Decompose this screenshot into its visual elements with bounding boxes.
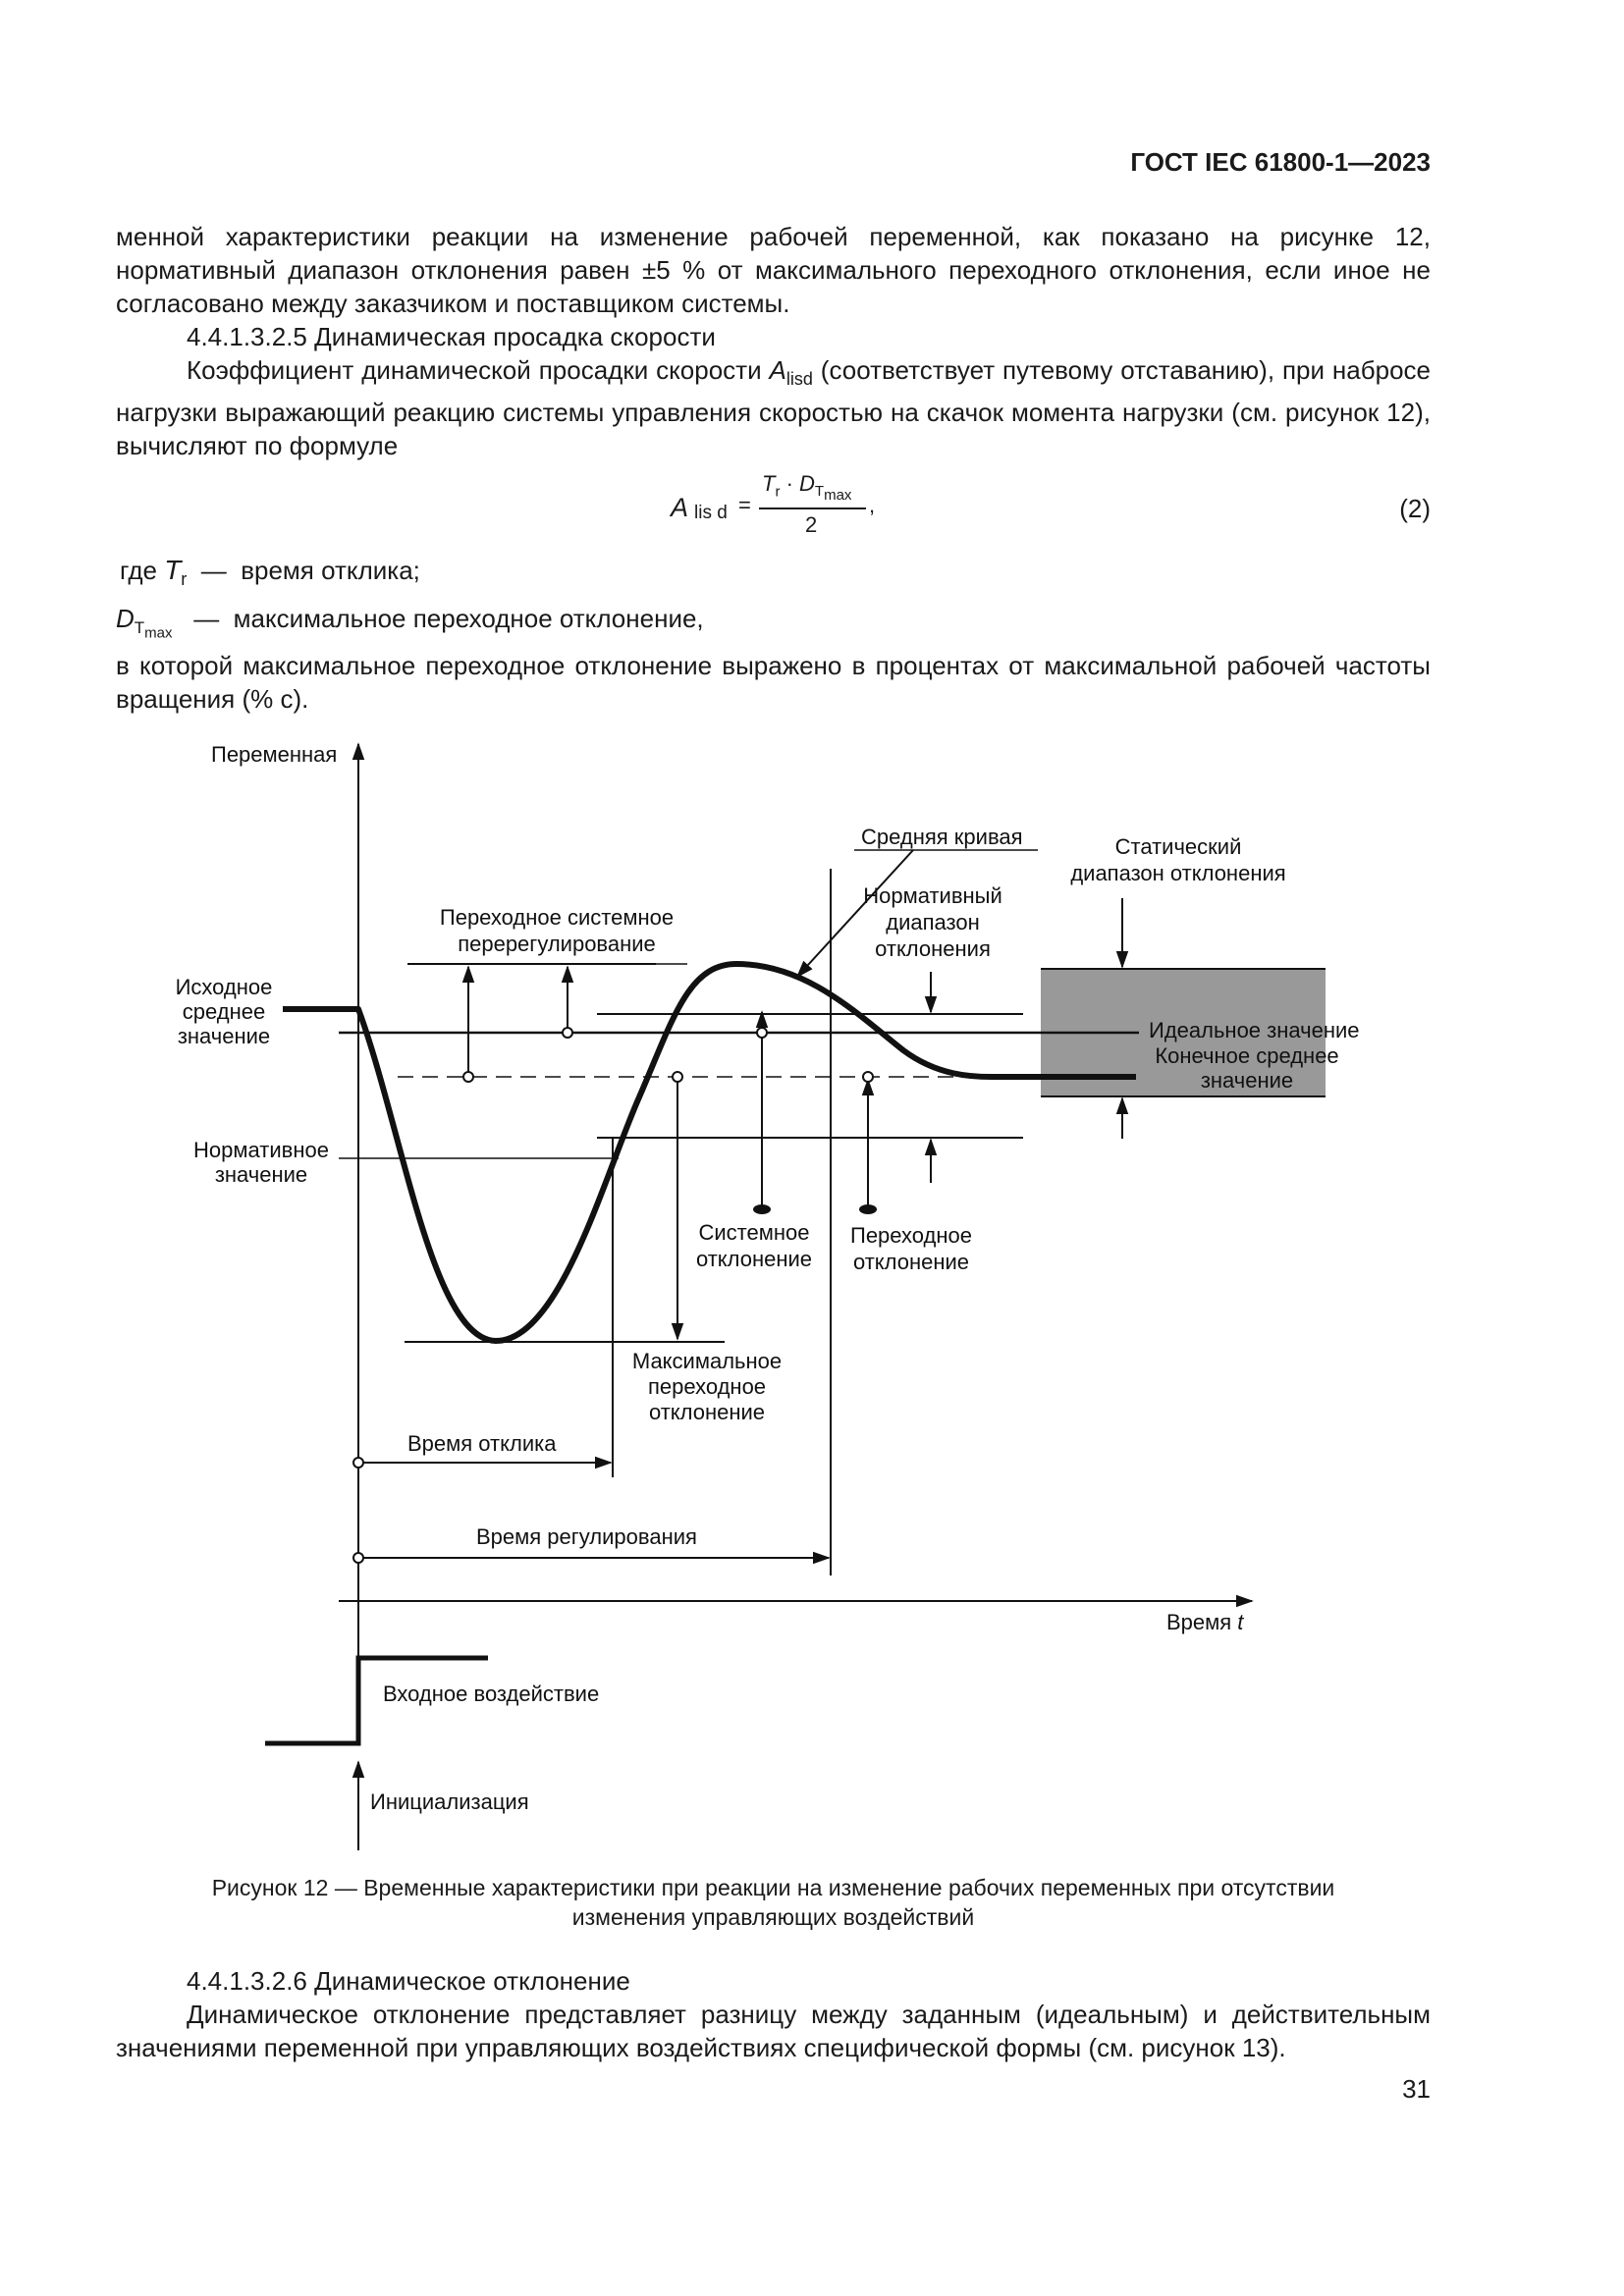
final-mean-label: Конечное среднее значение	[1155, 1043, 1339, 1093]
formula-2	[668, 473, 923, 542]
response-curve	[283, 964, 1136, 1341]
formula-numerator: $T_r \cdot D_{T_{max}}$	[762, 471, 852, 505]
marker-dot	[859, 1204, 877, 1214]
input-label: Входное воздействие	[383, 1682, 600, 1706]
section-heading-dynamic-speed-droop: 4.4.1.3.2.5 Динамическая просадка скорости	[187, 322, 716, 351]
document-header: ГОСТ IEC 61800-1—2023	[1130, 147, 1431, 177]
x-axis-label: Время t	[1166, 1610, 1244, 1634]
coef-symbol: A	[769, 355, 786, 385]
transient-dev-label: Переходное отклонение	[850, 1223, 972, 1274]
formula-equals: =	[738, 493, 751, 517]
figure-12-diagram	[157, 731, 1394, 1860]
settling-time-label: Время регулирования	[476, 1524, 697, 1549]
definition-tr: где $T_r$ — время отклика;	[120, 555, 420, 590]
page-number: 31	[1402, 2074, 1431, 2104]
formula-denominator: 2	[805, 512, 818, 537]
formula-lhs-sub: lis d	[694, 503, 728, 523]
coef-text-b: (соответствует путевому отставанию), при набросе нагрузки выражающий реакцию системы управления скоростью на скачок момента нагрузки (см. рисунок 12), вычисляют по формуле	[116, 355, 1432, 461]
marker-dot	[753, 1204, 771, 1214]
paragraph-intro: менной характеристики реакции на изменение рабочей переменной, как показано на рисунке 12, нормативный диапазон отклонения равен ±5 % от максимального переходного отклонения, если иное не согласовано между заказчиком и поставщиком системы.	[116, 222, 1431, 318]
ideal-value-label: Идеальное значение	[1149, 1018, 1360, 1042]
coef-text-a: Коэффициент динамической просадки скорости	[187, 355, 770, 385]
coef-subscript: lisd	[785, 369, 813, 390]
initial-mean-label: Исходное среднее значение	[175, 975, 273, 1048]
marker-circle	[563, 1028, 572, 1038]
mean-curve-label: Средняя кривая	[861, 825, 1023, 849]
overshoot-label: Переходное системное перерегулирование	[439, 905, 675, 956]
init-label: Инициализация	[370, 1789, 529, 1814]
system-dev-label: Системное отклонение	[695, 1220, 813, 1271]
definition-dtmax: $D_{T_{max}}$ — максимальное переходное отклонение,	[116, 604, 704, 642]
marker-circle	[673, 1072, 682, 1082]
marker-circle	[353, 1458, 363, 1468]
fraction-bar	[759, 507, 866, 509]
marker-circle	[757, 1028, 767, 1038]
formula-lhs: A	[671, 493, 689, 522]
norm-range-label: Нормативный диапазон отклонения	[863, 883, 1002, 961]
static-range-label: Статический диапазон отклонения	[1070, 834, 1286, 885]
formula-comma: ,	[869, 493, 876, 517]
paragraph-percent: в которой максимальное переходное отклонение выражено в процентах от максимальной рабочей частоты вращения (% с).	[116, 651, 1431, 714]
paragraph-dynamic-deviation: Динамическое отклонение представляет разницу между заданным (идеальным) и действительным значениями переменной при управляющих воздействиях специфической формы (см. рисунок 13).	[116, 2000, 1431, 2062]
marker-circle	[863, 1072, 873, 1082]
max-transient-label: Максимальное переходное отклонение	[631, 1349, 783, 1424]
response-time-label: Время отклика	[407, 1431, 557, 1456]
equation-number: (2)	[1399, 494, 1431, 523]
marker-circle	[353, 1553, 363, 1563]
marker-circle	[463, 1072, 473, 1082]
figure-caption: Рисунок 12 — Временные характеристики при реакции на изменение рабочих переменных при отсутствии изменения управляющих воздействий	[211, 1875, 1335, 1930]
paragraph-coefficient	[116, 353, 1431, 462]
norm-value-label: Нормативное значение	[193, 1138, 329, 1187]
section-heading-dynamic-deviation: 4.4.1.3.2.6 Динамическое отклонение	[187, 1966, 630, 1996]
y-axis-label: Переменная	[211, 742, 338, 767]
